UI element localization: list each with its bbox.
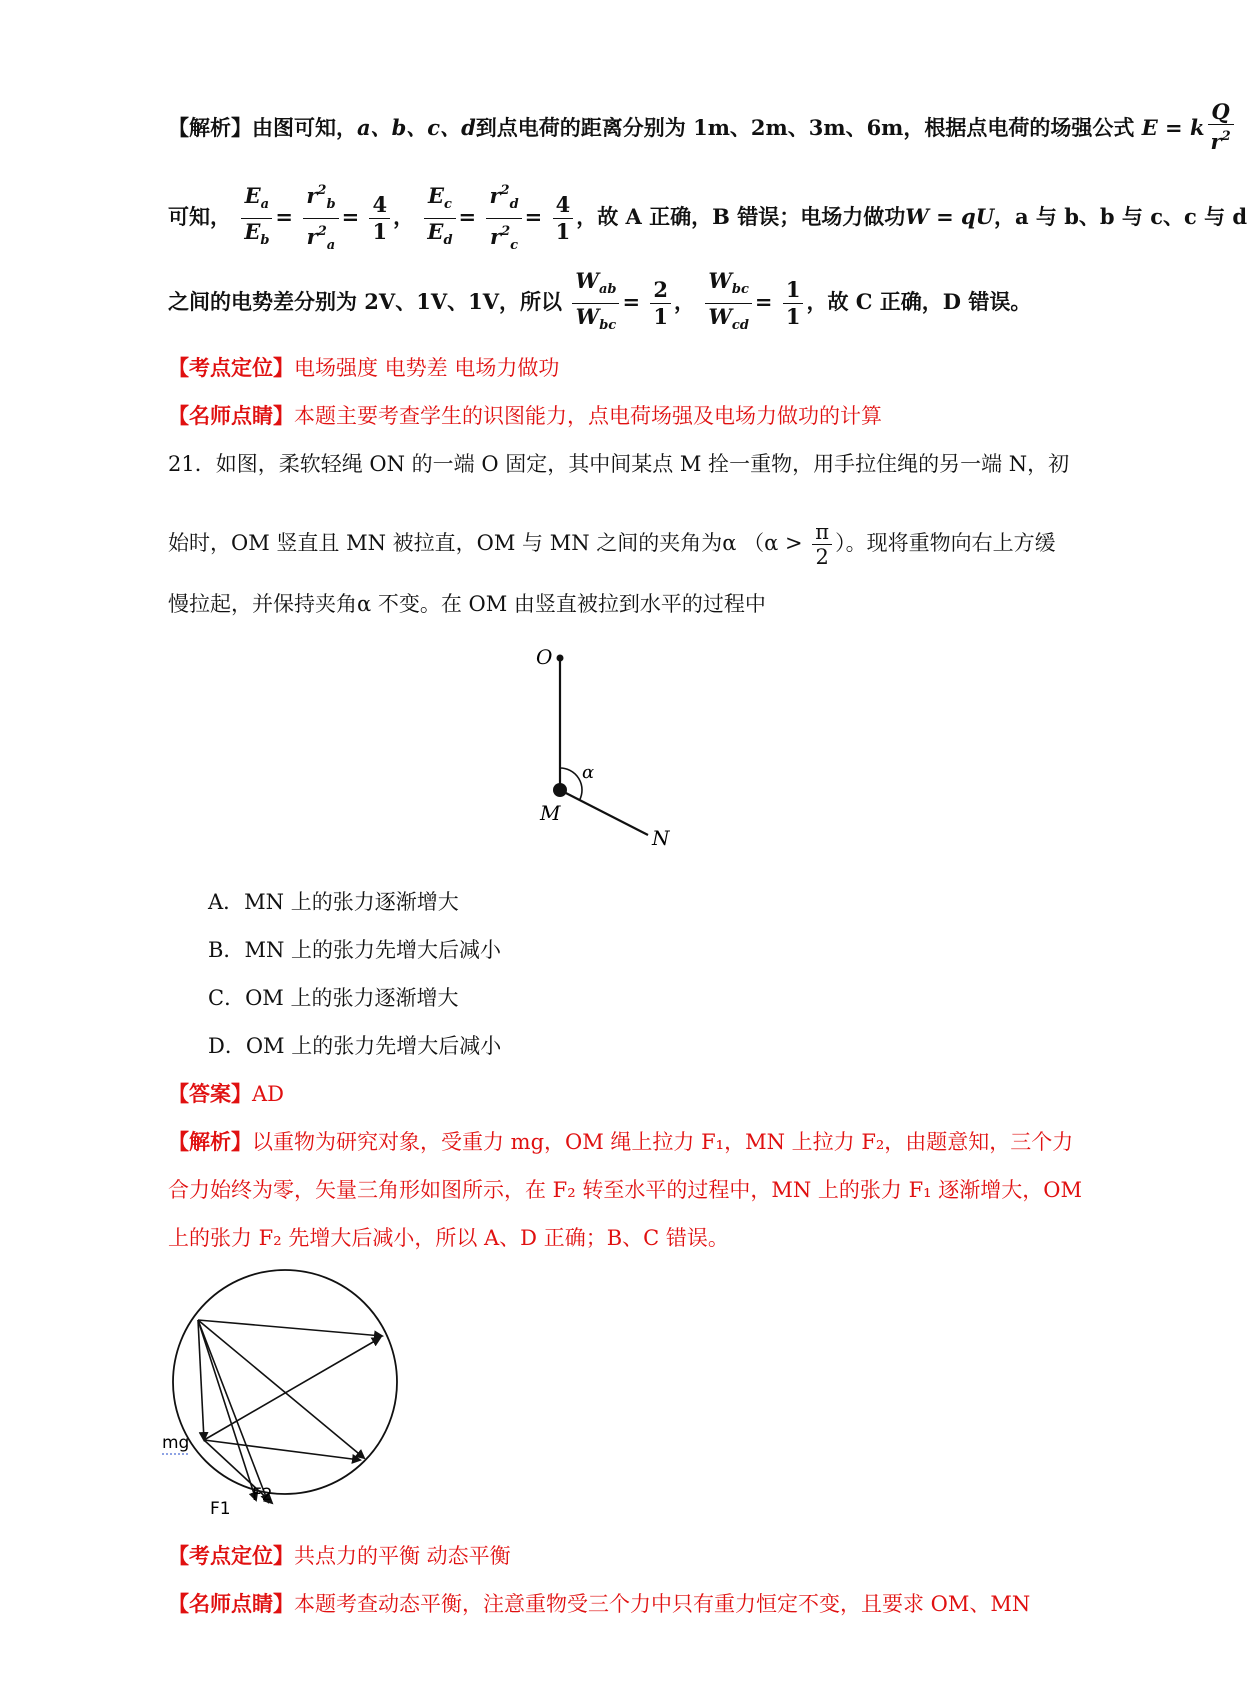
vector-line	[198, 1320, 268, 1502]
frac-Q-r2	[1208, 100, 1234, 154]
option-text: MN 上的张力逐渐增大	[244, 890, 459, 914]
den	[572, 304, 619, 339]
label-N: N	[652, 826, 670, 850]
frac-Ec-Ed	[424, 183, 455, 254]
den: 1	[653, 304, 668, 329]
mingshi2-text: 本题考查动态平衡，注意重物受三个力中只有重力恒定不变，且要求 OM、MN	[294, 1592, 1031, 1616]
question-text: 如图，柔软轻绳 ON 的一端 O 固定，其中间某点 M 拴一重物，用手拉住绳的另一端 N，初	[215, 452, 1070, 476]
r: r	[489, 183, 501, 208]
analysis2-line1	[168, 1128, 1073, 1156]
r: r	[1210, 129, 1222, 154]
E: E	[244, 219, 261, 244]
W: W	[708, 304, 732, 329]
label-F1: F1	[210, 1499, 231, 1519]
den	[486, 219, 521, 259]
den: 2	[815, 545, 829, 569]
kaodian2-tag: 【考点定位】	[168, 1543, 294, 1568]
exp: 2	[501, 224, 511, 239]
num	[424, 183, 455, 219]
option-letter: B．	[208, 938, 245, 962]
den	[303, 219, 338, 259]
frac-num: Q	[1208, 100, 1234, 125]
r: r	[490, 224, 502, 249]
rope-diagram	[520, 640, 700, 860]
rope-MN	[560, 790, 648, 835]
vector-line	[198, 1320, 364, 1458]
sub: d	[509, 197, 519, 212]
analysis1-line2: 可知， $\frac{E_a}{E_b}$ = $\frac{r^2_b}{r^2_a}$ = $\frac{4}{1}$ ， $\frac{E_c}{E_d}$ = $\frac{r^2_d}{r^2_c}$ = $\frac{4}{1}$ ，故 A 正确，B 错误；电场力做功W = qU，a 与 b、b 与 c、c 与 d	[168, 178, 1247, 259]
num: π	[812, 520, 832, 545]
question-line2	[168, 520, 1056, 569]
option-text: OM 上的张力逐渐增大	[245, 986, 459, 1010]
num	[572, 268, 619, 304]
text-span: 到点电荷的距离分别为 1m、2m、3m、6m，根据点电荷的场强公式	[475, 115, 1135, 140]
frac-pi-2	[812, 520, 832, 569]
sub: a	[260, 197, 270, 212]
num	[705, 268, 752, 304]
label-alpha: α	[582, 762, 595, 783]
option-text: OM 上的张力先增大后减小	[245, 1034, 502, 1058]
r: r	[306, 183, 318, 208]
num: 2	[650, 277, 671, 304]
analysis2-text: 上的张力 F₂ 先增大后减小，所以 A、D 正确；B、C 错误。	[168, 1226, 729, 1250]
sub: b	[326, 197, 336, 212]
text-span: ，故 C 正确，D 错误。	[806, 289, 1032, 314]
math-k: k	[1189, 115, 1205, 140]
analysis2-line3	[168, 1224, 729, 1252]
exp: 2	[500, 183, 510, 198]
label-mg: mg	[162, 1433, 190, 1453]
option-letter: A．	[208, 890, 245, 914]
mingshi2-tag: 【名师点睛】	[168, 1591, 294, 1616]
answer	[168, 1080, 284, 1108]
sub: bc	[731, 282, 749, 297]
math-E: E	[1141, 115, 1158, 140]
sub: a	[326, 238, 336, 253]
E: E	[244, 183, 261, 208]
vector-line	[198, 1320, 382, 1336]
kaodian1	[168, 354, 559, 382]
sub: d	[443, 233, 453, 248]
sub: c	[444, 197, 452, 212]
weight-M	[553, 783, 567, 797]
label-M: M	[540, 801, 561, 825]
option-text: MN 上的张力先增大后减小	[244, 938, 501, 962]
vector-triangle-diagram	[160, 1270, 420, 1520]
frac-1-1	[783, 277, 804, 330]
text-span: ，故 A 正确，B 错误；电场力做功	[576, 204, 906, 229]
question-text: 始时，OM 竖直且 MN 被拉直，OM 与 MN 之间的夹角为α	[168, 531, 737, 555]
math-W-qU: W = qU	[905, 204, 995, 229]
text-span: ，a 与 b、b 与 c、c 与 d	[994, 204, 1247, 229]
mingshi1-tag: 【名师点睛】	[168, 403, 294, 428]
kaodian1-tag: 【考点定位】	[168, 355, 294, 380]
den: 1	[785, 304, 801, 329]
r: r	[306, 224, 318, 249]
question-text: 慢拉起，并保持夹角α 不变。在 OM 由竖直被拉到水平的过程中	[168, 592, 766, 616]
den: 1	[555, 219, 571, 244]
frac-4-1	[369, 192, 390, 245]
analysis2-line2	[168, 1176, 1082, 1204]
sub: b	[260, 233, 270, 248]
num: 4	[369, 192, 390, 219]
question-number: 21．	[168, 452, 216, 476]
frac-rd-rc	[486, 178, 521, 259]
kaodian2	[168, 1542, 511, 1570]
vector-line	[198, 1320, 256, 1500]
num: 4	[553, 192, 574, 219]
mingshi2	[168, 1590, 1030, 1618]
E: E	[427, 219, 444, 244]
text-span: 由图可知，	[252, 115, 357, 140]
kaodian2-text: 共点力的平衡 动态平衡	[294, 1544, 511, 1568]
mingshi1-text: 本题主要考查学生的识图能力，点电荷场强及电场力做功的计算	[294, 404, 882, 428]
vector-line	[204, 1440, 360, 1460]
exp: 2	[1221, 129, 1231, 144]
W: W	[575, 304, 600, 329]
frac-Wbc-Wcd	[705, 268, 752, 339]
option-A	[208, 888, 459, 916]
exp: 2	[317, 183, 327, 198]
option-C	[208, 984, 458, 1012]
sub: cd	[731, 318, 749, 333]
analysis1-tag: 【解析】	[168, 115, 252, 140]
num	[486, 178, 521, 219]
vector-line	[204, 1338, 380, 1440]
option-D	[208, 1032, 501, 1060]
frac-2-1	[650, 277, 671, 330]
circle-locus	[173, 1270, 397, 1494]
num: 1	[783, 277, 804, 304]
question-line3	[168, 590, 766, 618]
den	[705, 304, 752, 339]
frac-Wab-Wbc	[572, 268, 619, 339]
den	[241, 219, 272, 254]
den	[424, 219, 455, 254]
frac-Ea-Eb	[241, 183, 272, 254]
condition-text: （α >	[743, 531, 803, 555]
frac-den	[1208, 125, 1234, 154]
analysis1-line3: 之间的电势差分别为 2V、1V、1V，所以 $\frac{W_{ab}}{W_{bc}}$ = $\frac{2}{1}$ ， $\frac{W_{bc}}{W_{cd}}$ = $\frac{1}{1}$ ，故 C 正确，D 错误。	[168, 268, 1031, 339]
kaodian1-text: 电场强度 电势差 电场力做功	[294, 356, 560, 380]
W: W	[575, 268, 599, 293]
num	[303, 178, 338, 219]
point-O	[557, 655, 564, 662]
option-letter: C．	[208, 986, 246, 1010]
num	[241, 183, 272, 219]
analysis2-text: 合力始终为零，矢量三角形如图所示，在 F₂ 转至水平的过程中，MN 上的张力 F₁ 逐渐增大，OM	[168, 1178, 1082, 1202]
analysis2-text: 以重物为研究对象，受重力 mg，OM 绳上拉力 F₁，MN 上拉力 F₂，由题意知，三个力	[252, 1130, 1074, 1154]
frac-4-1b	[553, 192, 574, 245]
answer-text: AD	[252, 1082, 285, 1106]
sub: ab	[598, 282, 617, 297]
sub: c	[510, 238, 519, 253]
answer-tag: 【答案】	[168, 1081, 252, 1106]
question-line1	[168, 450, 1069, 478]
sub: bc	[599, 318, 617, 333]
option-letter: D．	[208, 1034, 246, 1058]
frac-rb-ra	[303, 178, 338, 259]
option-B	[208, 936, 501, 964]
label-F2: F2	[252, 1485, 273, 1505]
den: 1	[372, 219, 388, 244]
exp: 2	[317, 224, 327, 239]
text-span: 之间的电势差分别为 2V、1V、1V，所以	[168, 289, 563, 314]
text-span: 可知，	[168, 204, 231, 229]
W: W	[708, 268, 732, 293]
question-text: ）。现将重物向右上方缓	[835, 531, 1056, 555]
var-span: a、b、c、d	[357, 115, 476, 140]
analysis1-line1: 【解析】由图可知，a、b、c、d到点电荷的距离分别为 1m、2m、3m、6m，根据点电荷的场强公式 E = k $\frac{Q}{r^2}$	[168, 100, 1237, 154]
mingshi1	[168, 402, 882, 430]
label-O: O	[536, 645, 553, 669]
analysis2-tag: 【解析】	[168, 1129, 252, 1154]
E: E	[428, 183, 445, 208]
